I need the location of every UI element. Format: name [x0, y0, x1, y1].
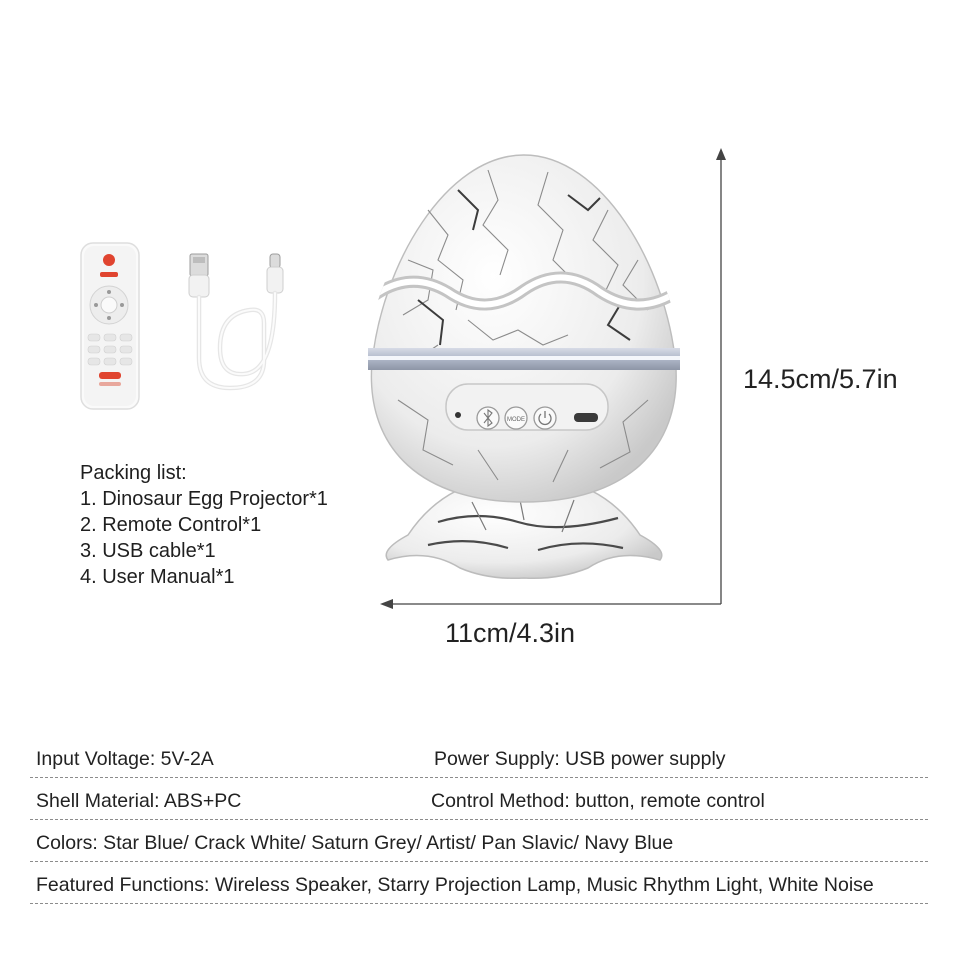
- spec-shell-material: Shell Material: ABS+PC: [36, 790, 242, 812]
- spec-row: [30, 779, 928, 820]
- spec-row: [30, 821, 928, 862]
- packing-list-item: 3. USB cable*1: [80, 540, 216, 562]
- spec-input-voltage: Input Voltage: 5V-2A: [36, 748, 214, 770]
- spec-row: [30, 737, 928, 778]
- packing-list-item: 1. Dinosaur Egg Projector*1: [80, 488, 328, 510]
- spec-featured-functions: Featured Functions: Wireless Speaker, Starry Projection Lamp, Music Rhythm Light, White Noise: [36, 874, 874, 896]
- packing-list-item: 4. User Manual*1: [80, 566, 235, 588]
- mode-button-label: MODE: [507, 417, 525, 423]
- spec-power-supply: Power Supply: USB power supply: [434, 748, 726, 770]
- spec-control-method: Control Method: button, remote control: [431, 790, 765, 812]
- packing-list-item: 2. Remote Control*1: [80, 514, 262, 536]
- spec-row: [30, 863, 928, 904]
- spec-colors: Colors: Star Blue/ Crack White/ Saturn Grey/ Artist/ Pan Slavic/ Navy Blue: [36, 832, 674, 854]
- height-dimension-label: 14.5cm/5.7in: [743, 364, 898, 394]
- packing-list-title: Packing list:: [80, 462, 187, 484]
- width-dimension-label: 11cm/4.3in: [445, 618, 576, 648]
